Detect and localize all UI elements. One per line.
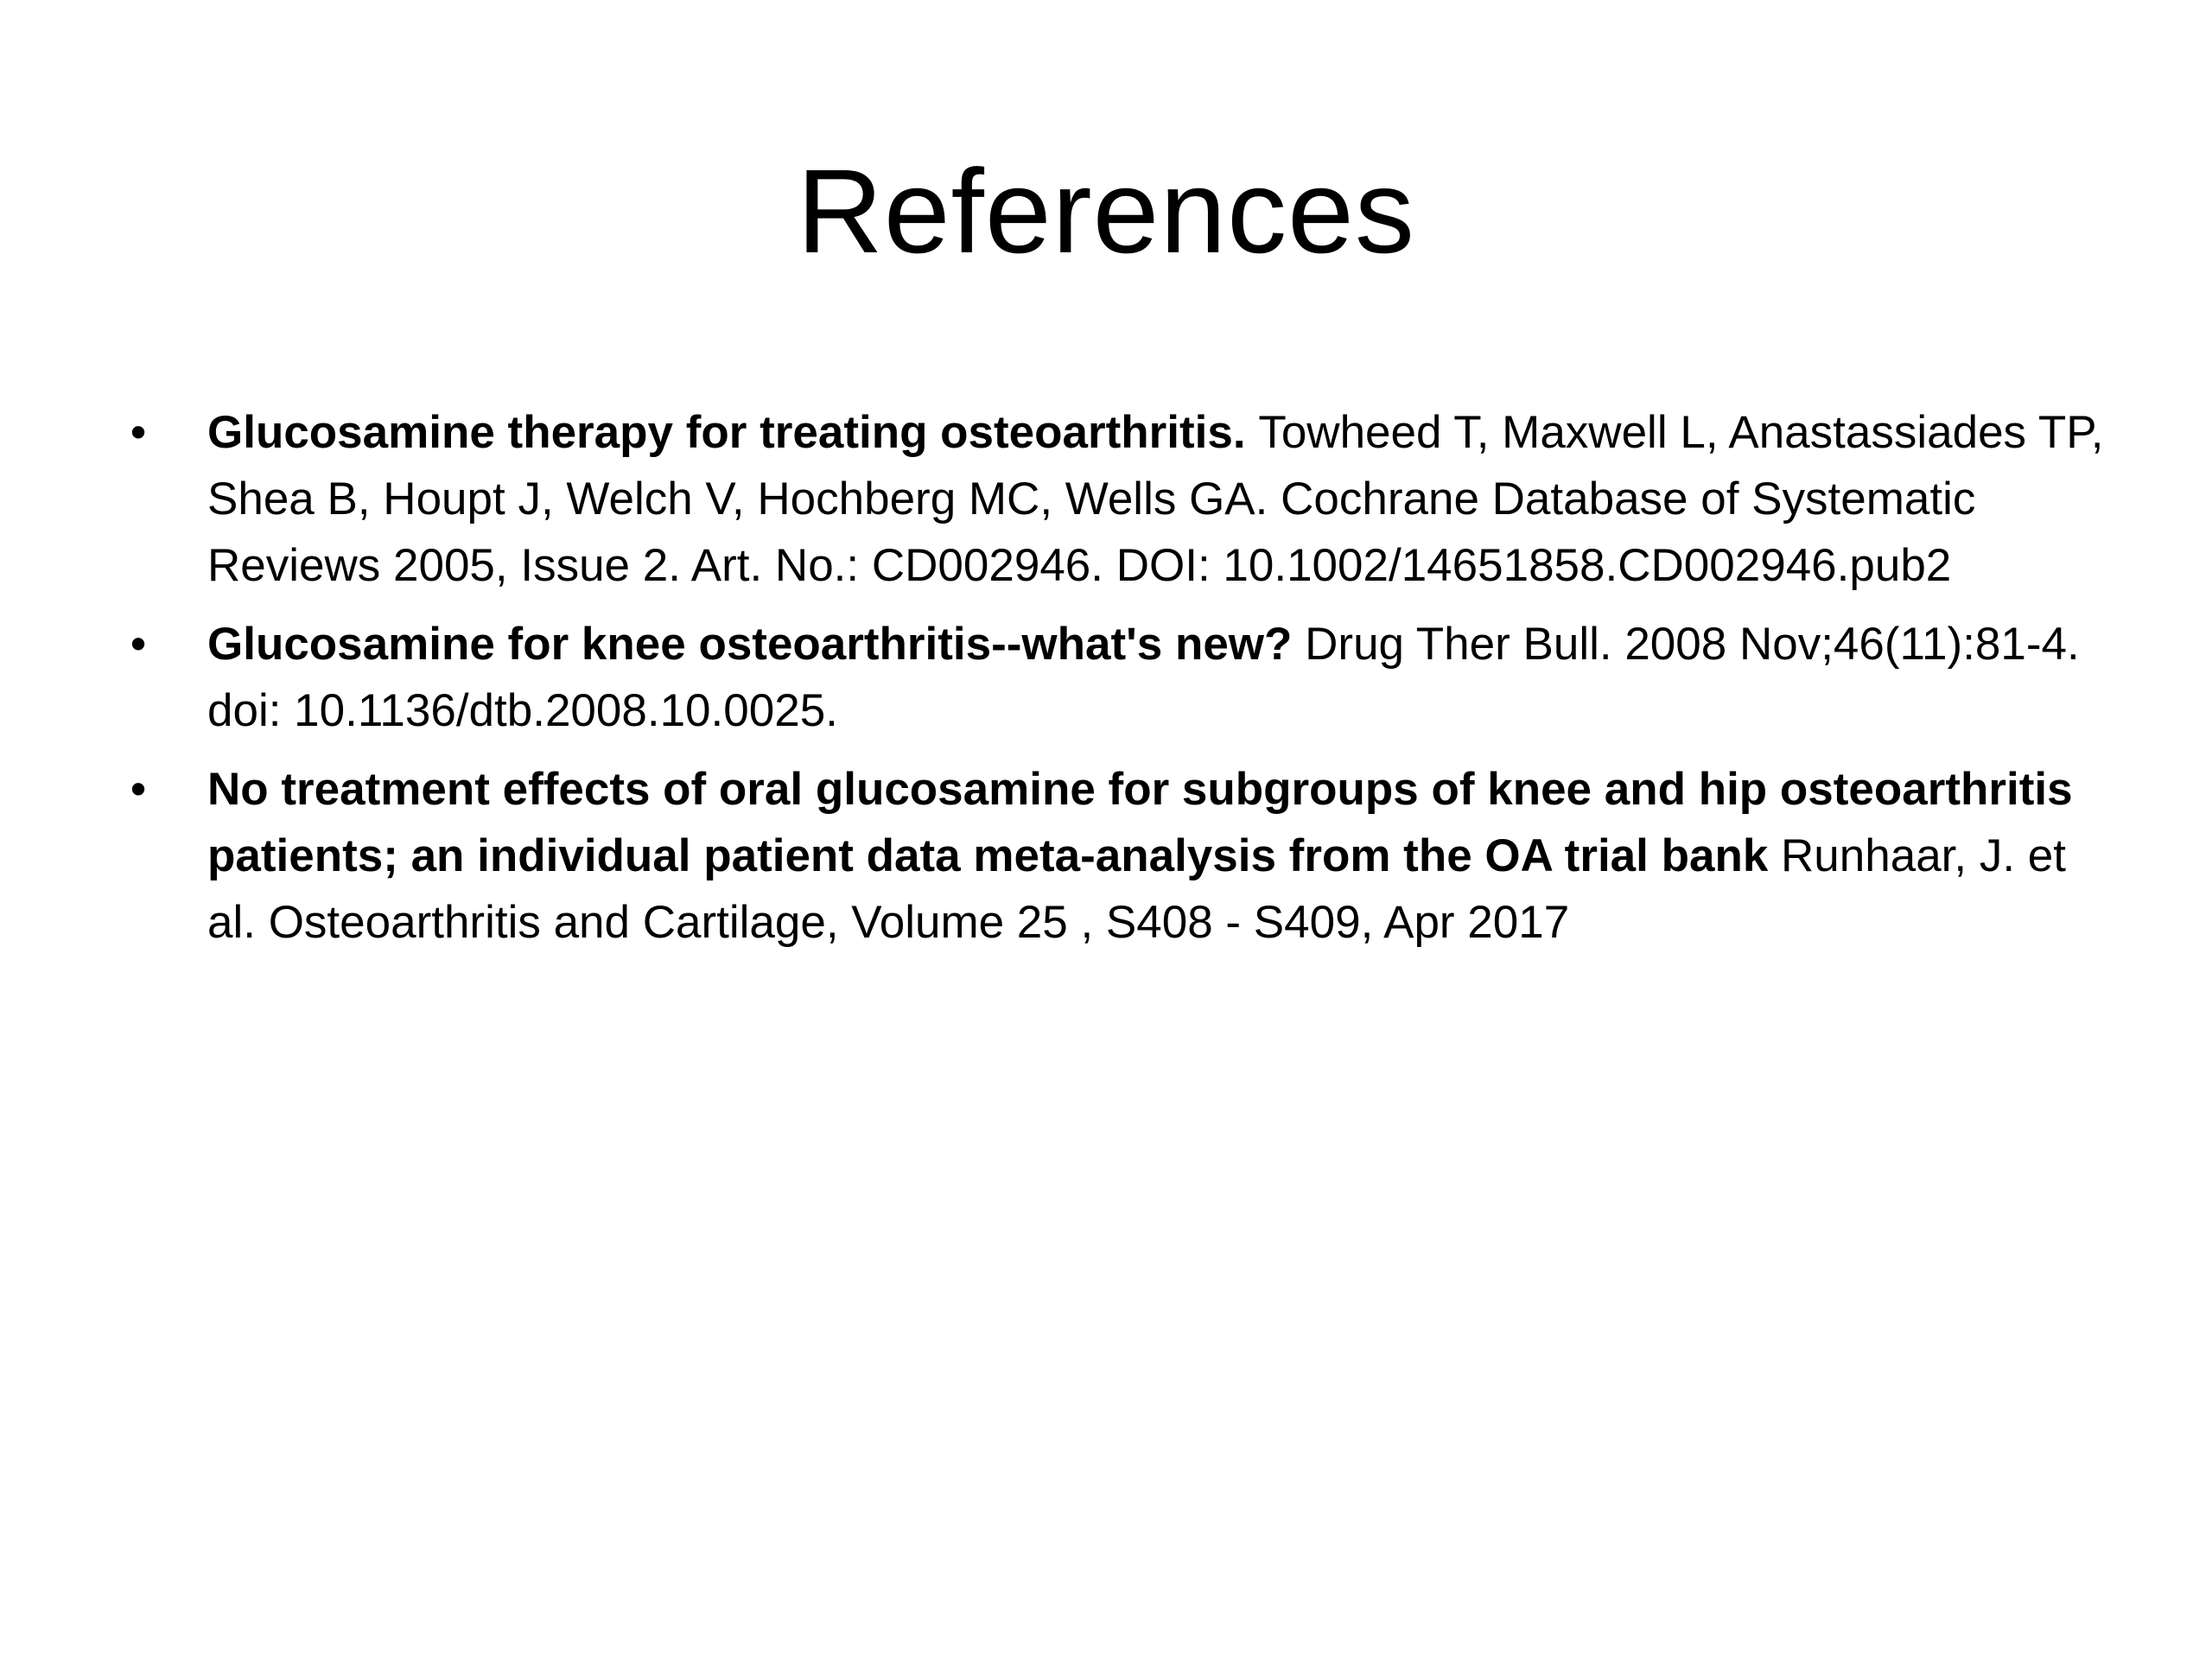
bullet-icon: •	[130, 764, 147, 815]
reference-title: Glucosamine therapy for treating osteoarthritis.	[207, 407, 1259, 458]
bullet-icon: •	[130, 407, 147, 458]
reference-citation: Towheed T, Maxwell L, Anastassiades TP, Shea B, Houpt J, Welch V, Hochberg MC, Wells GA. Cochrane Database of Systematic Reviews 2005, Issue 2. Art. No.: CD002946. DOI: 10.1002/14651858.CD002946.pub2	[207, 407, 2104, 591]
slide-title: References	[797, 145, 1415, 278]
reference-title: No treatment effects of oral glucosamine for subgroups of knee and hip osteoarthritis patients; an individual patient data meta-analysis from the OA trial bank	[207, 764, 2073, 881]
reference-item	[121, 756, 2108, 956]
bullet-icon: •	[130, 619, 147, 670]
reference-citation: Runhaar, J. et al. Osteoarthritis and Cartilage, Volume 25 , S408 - S409, Apr 2017	[207, 830, 2067, 948]
reference-item	[121, 611, 2108, 744]
reference-item	[121, 399, 2108, 599]
reference-citation: Drug Ther Bull. 2008 Nov;46(11):81-4. doi: 10.1136/dtb.2008.10.0025.	[207, 619, 2080, 736]
reference-list	[121, 399, 2108, 968]
reference-title: Glucosamine for knee osteoarthritis--what's new?	[207, 619, 1306, 670]
